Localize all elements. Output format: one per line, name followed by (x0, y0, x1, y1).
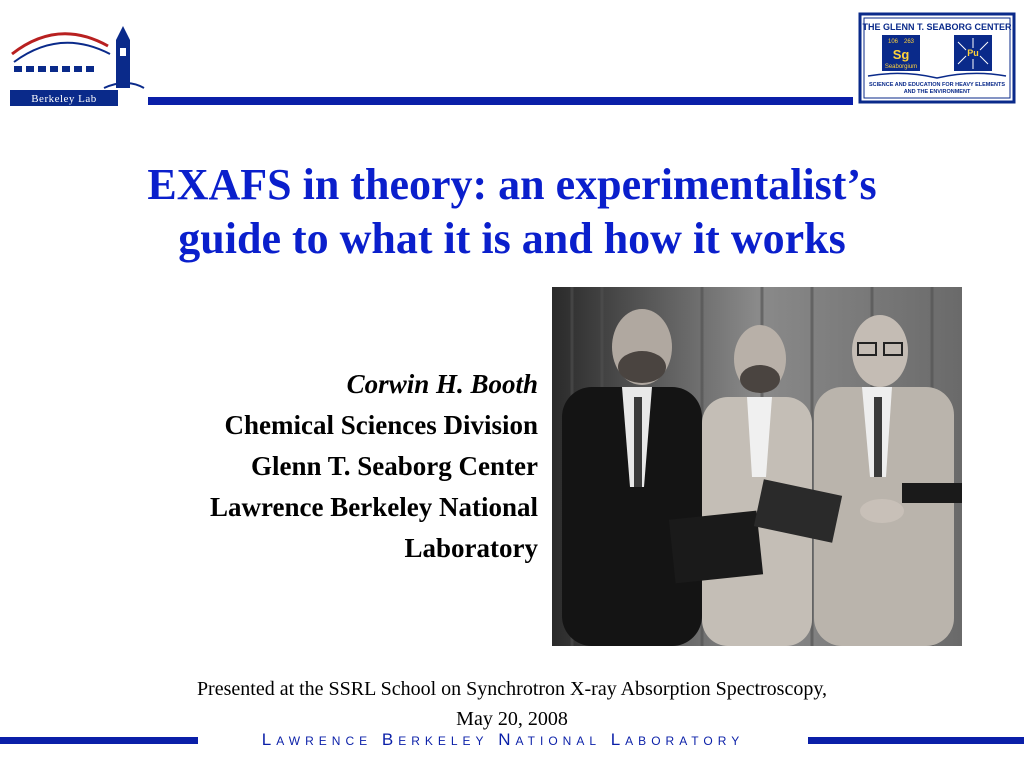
svg-text:SCIENCE AND EDUCATION FOR HEAV: SCIENCE AND EDUCATION FOR HEAVY ELEMENTS (868, 82, 1006, 88)
author-lab-line-2: Laboratory (404, 533, 538, 563)
footer-rule-right (808, 737, 1024, 744)
photo-three-men-icon (552, 287, 962, 646)
berkeley-lab-logo-text: Berkeley Lab (31, 93, 97, 105)
seaborg-center-logo (858, 12, 1016, 104)
footer-lab-name: Lawrence Berkeley National Laboratory (261, 730, 745, 749)
presentation-caption (60, 674, 964, 734)
author-division: Chemical Sciences Division (224, 410, 538, 440)
author-name: Corwin H. Booth (346, 369, 538, 399)
caption-line-2: May 20, 2008 (456, 708, 568, 730)
svg-text:Sg: Sg (892, 47, 910, 62)
svg-text:263: 263 (904, 39, 915, 45)
footer-rule-left (0, 737, 198, 744)
svg-text:THE GLENN T. SEABORG CENTER: THE GLENN T. SEABORG CENTER (862, 22, 1012, 32)
author-block (100, 364, 538, 569)
slide-title (60, 158, 964, 266)
header-rule (148, 97, 853, 105)
caption-line-1: Presented at the SSRL School on Synchrotron X-ray Absorption Spectroscopy, (196, 678, 828, 700)
seaborg-center-icon (858, 12, 1016, 104)
title-line-2: guide to what it is and how it works (178, 214, 846, 263)
svg-text:Pu: Pu (967, 48, 979, 58)
berkeley-lab-logo (8, 10, 148, 106)
svg-text:AND THE ENVIRONMENT: AND THE ENVIRONMENT (903, 89, 971, 95)
svg-text:Seaborgium: Seaborgium (884, 64, 918, 70)
author-lab-line-1: Lawrence Berkeley National (210, 492, 538, 522)
svg-text:106: 106 (888, 39, 899, 45)
author-center: Glenn T. Seaborg Center (251, 451, 538, 481)
title-line-1: EXAFS in theory: an experimentalist’s (147, 160, 877, 209)
award-photo (552, 287, 962, 646)
